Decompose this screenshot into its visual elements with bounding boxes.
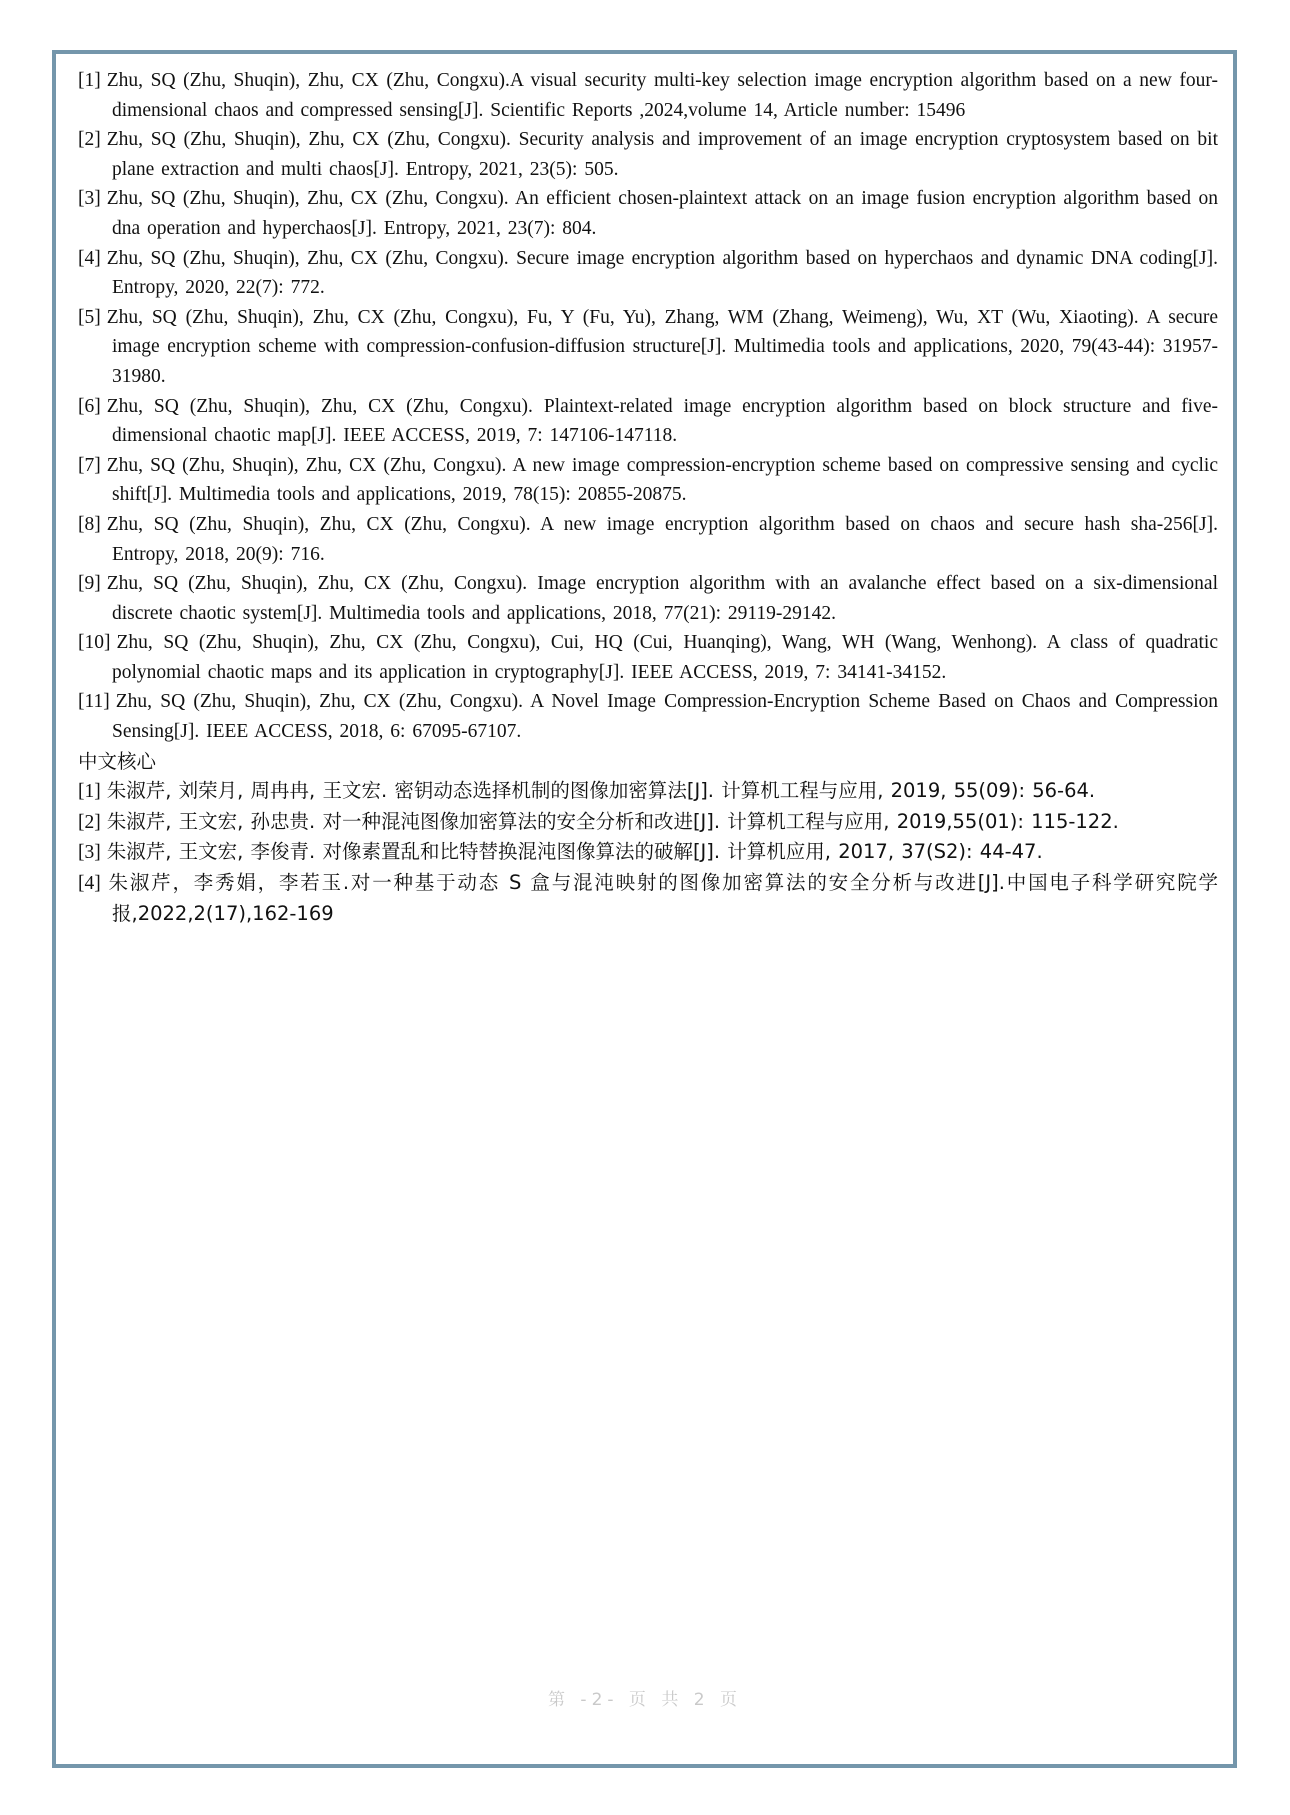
reference-item-cn-1 [78,776,1218,807]
reference-text: Zhu, SQ (Zhu, Shuqin), Zhu, CX (Zhu, Congxu), Cui, HQ (Cui, Huanqing), Wang, WH (Wang, Wenhong). A class of quadratic polynomial chaotic maps and its application in cryptography[J]. IEEE ACCESS, 2019, 7: 34141-34152. [112,632,1218,683]
reference-text: Zhu, SQ (Zhu, Shuqin), Zhu, CX (Zhu, Congxu).A visual security multi-key selection image encryption algorithm based on a new four-dimensional chaos and compressed sensing[J]. Scientific Reports ,2024,volume 14, Article number: 15496 [106,70,1218,121]
reference-item-cn-4 [78,868,1218,928]
reference-number: [9] [78,573,101,595]
reference-number: [2] [78,811,101,833]
reference-item-en-3 [78,184,1218,243]
reference-number: [8] [78,513,101,535]
reference-text: 朱淑芹，李秀娟，李若玉.对一种基于动态 S 盒与混沌映射的图像加密算法的安全分析与改进[J].中国电子科学研究院学报,2022,2(17),162-169 [106,871,1218,925]
reference-item-en-4 [78,244,1218,303]
reference-text: 朱淑芹, 王文宏, 李俊青. 对像素置乱和比特替换混沌图像算法的破解[J]. 计算机应用, 2017, 37(S2): 44-47. [106,840,1043,864]
reference-item-en-9 [78,569,1218,628]
reference-text: Zhu, SQ (Zhu, Shuqin), Zhu, CX (Zhu, Congxu). Secure image encryption algorithm based on hyperchaos and dynamic DNA coding[J]. Entropy, 2020, 22(7): 772. [106,247,1218,299]
reference-number: [5] [78,306,101,328]
section-heading-chinese-core: 中文核心 [78,749,157,773]
reference-text: Zhu, SQ (Zhu, Shuqin), Zhu, CX (Zhu, Congxu). Plaintext-related image encryption algorithm based on block structure and five-dimensional chaotic map[J]. IEEE ACCESS, 2019, 7: 147106-147118. [106,395,1218,447]
page-number-footer: 第 -2- 页 共 2 页 [548,1690,742,1710]
reference-number: [1] [78,781,101,803]
reference-item-en-2 [78,125,1218,184]
reference-text: 朱淑芹, 刘荣月, 周冉冉, 王文宏. 密钥动态选择机制的图像加密算法[J]. 计算机工程与应用, 2019, 55(09): 56-64. [106,779,1096,803]
reference-number: [6] [78,395,101,417]
reference-item-en-8 [78,510,1218,569]
reference-text: Zhu, SQ (Zhu, Shuqin), Zhu, CX (Zhu, Congxu). A Novel Image Compression-Encryption Scheme Based on Chaos and Compression Sensing[J]. IEEE ACCESS, 2018, 6: 67095-67107. [112,691,1218,743]
reference-number: [3] [78,188,101,210]
reference-item-en-11 [78,687,1218,746]
reference-item-en-10 [78,628,1218,687]
reference-number: [4] [78,873,101,895]
reference-item-en-7 [78,451,1218,510]
reference-text: Zhu, SQ (Zhu, Shuqin), Zhu, CX (Zhu, Congxu). A new image compression-encryption scheme based on compressive sensing and cyclic shift[J]. Multimedia tools and applications, 2019, 78(15): 20855-20875. [106,454,1218,506]
reference-number: [1] [78,70,101,91]
reference-number: [2] [78,129,101,151]
reference-number: [3] [78,842,101,864]
reference-item-en-5 [78,303,1218,392]
reference-item-en-1 [78,66,1218,125]
reference-item-cn-3 [78,837,1218,868]
reference-item-cn-2 [78,807,1218,838]
reference-text: Zhu, SQ (Zhu, Shuqin), Zhu, CX (Zhu, Congxu). Security analysis and improvement of an image encryption cryptosystem based on bit plane extraction and multi chaos[J]. Entropy, 2021, 23(5): 505. [106,129,1218,180]
reference-text: 朱淑芹, 王文宏, 孙忠贵. 对一种混沌图像加密算法的安全分析和改进[J]. 计算机工程与应用, 2019,55(01): 115-122. [106,809,1119,833]
reference-number: [7] [78,454,101,476]
reference-number: [10] [78,632,111,654]
reference-text: Zhu, SQ (Zhu, Shuqin), Zhu, CX (Zhu, Congxu). Image encryption algorithm with an avalanche effect based on a six-dimensional discrete chaotic system[J]. Multimedia tools and applications, 2018, 77(21): 29119-29142. [106,573,1218,624]
reference-text: Zhu, SQ (Zhu, Shuqin), Zhu, CX (Zhu, Congxu), Fu, Y (Fu, Yu), Zhang, WM (Zhang, Weimeng), Wu, XT (Wu, Xiaoting). A secure image encryption scheme with compression-confusion-diffusion structure[J]. Multimedia tools and applications, 2020, 79(43-44): 31957-31980. [106,306,1218,387]
reference-text: Zhu, SQ (Zhu, Shuqin), Zhu, CX (Zhu, Congxu). A new image encryption algorithm based on chaos and secure hash sha-256[J]. Entropy, 2018, 20(9): 716. [106,513,1218,565]
reference-text: Zhu, SQ (Zhu, Shuqin), Zhu, CX (Zhu, Congxu). An efficient chosen-plaintext attack on an image fusion encryption algorithm based on dna operation and hyperchaos[J]. Entropy, 2021, 23(7): 804. [106,188,1218,239]
reference-number: [4] [78,247,101,269]
references-document [78,66,1218,928]
reference-item-en-6 [78,392,1218,451]
reference-number: [11] [78,691,110,713]
